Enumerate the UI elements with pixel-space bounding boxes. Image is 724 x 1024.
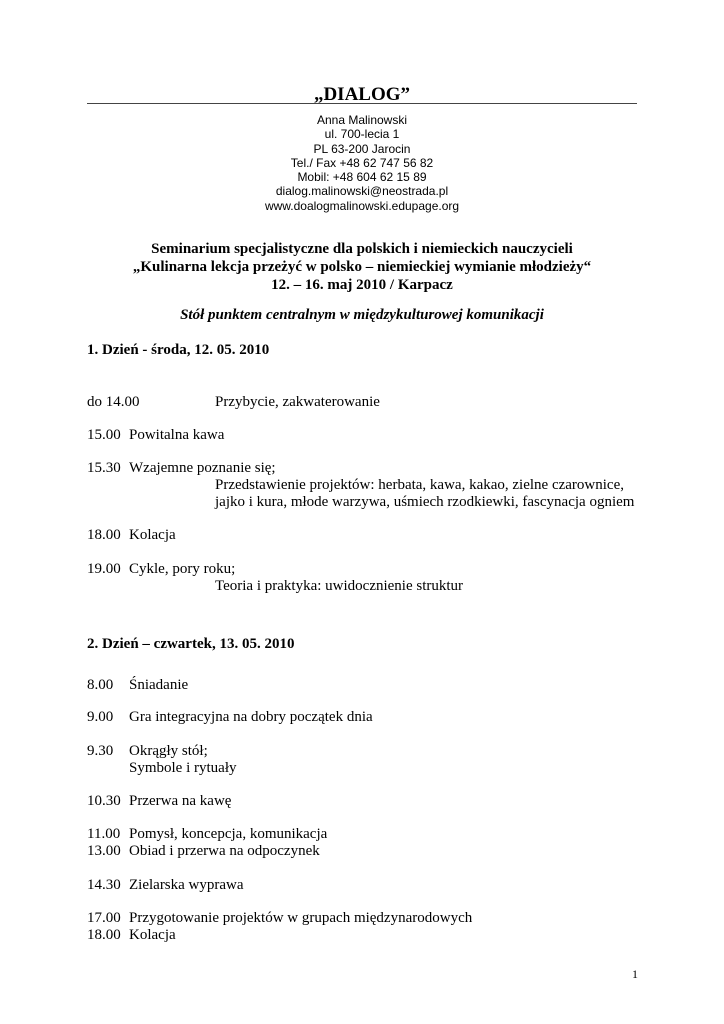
- day-2-activity: Gra integracyjna na dobry początek dnia: [129, 709, 373, 725]
- contact-phone: Tel./ Fax +48 62 747 56 82: [290, 155, 434, 170]
- contact-email: dialog.malinowski@neostrada.pl: [275, 184, 449, 199]
- page-number: 1: [632, 967, 638, 981]
- day-1-activity: Cykle, pory roku;: [129, 561, 236, 577]
- seminar-title-block: [0, 240, 724, 294]
- day-2-time: 10.30: [87, 793, 121, 809]
- contact-name: Anna Malinowski: [316, 113, 408, 127]
- day-1-activity-detail: jajko i kura, młode warzywa, uśmiech rzodkiewki, fascynacja ogniem: [215, 494, 635, 510]
- day-2-time: 8.00: [87, 677, 114, 693]
- day-2-activity: Przerwa na kawę: [129, 793, 232, 809]
- day-2-activity: Przygotowanie projektów w grupach międzynarodowych: [129, 910, 473, 926]
- day-2-activity: Kolacja: [129, 927, 176, 943]
- day-2-activity: Okrągły stół;: [129, 743, 208, 759]
- day-1-activity: Powitalna kawa: [129, 427, 225, 443]
- day-1-activity: Kolacja: [129, 527, 176, 543]
- seminar-subtitle: Stół punktem centralnym w międzykulturowej komunikacji: [180, 307, 544, 323]
- day-2-activity: Obiad i przerwa na odpoczynek: [129, 843, 320, 859]
- day-2-activity-detail: Symbole i rytuały: [129, 760, 237, 776]
- day-2-time: 17.00: [87, 910, 121, 926]
- contact-block: [0, 113, 724, 213]
- day-2-time: 9.30: [87, 743, 114, 759]
- day-2-heading: 2. Dzień – czwartek, 13. 05. 2010: [87, 636, 295, 652]
- day-2-time: 9.00: [87, 709, 114, 725]
- day-1-time: 19.00: [87, 561, 121, 577]
- seminar-line-1: Seminarium specjalistyczne dla polskich i niemieckich nauczycieli: [151, 241, 573, 257]
- day-1-heading: 1. Dzień - środa, 12. 05. 2010: [87, 342, 270, 358]
- day-2-activity: Zielarska wyprawa: [129, 877, 244, 893]
- day-1-time: 18.00: [87, 527, 121, 543]
- day-2-time: 18.00: [87, 927, 121, 943]
- day-1-activity: Wzajemne poznanie się;: [129, 460, 276, 476]
- day-1-time: do 14.00: [87, 394, 140, 410]
- contact-mobile: Mobil: +48 604 62 15 89: [297, 170, 427, 185]
- day-1-activity-detail: Teoria i praktyka: uwidocznienie struktur: [215, 578, 464, 594]
- day-2-time: 13.00: [87, 843, 121, 859]
- day-2-time: 14.30: [87, 877, 121, 893]
- day-1-time: 15.00: [87, 427, 121, 443]
- day-2-time: 11.00: [87, 826, 121, 842]
- title-divider: [87, 103, 637, 104]
- contact-website: www.doalogmalinowski.edupage.org: [264, 198, 460, 213]
- seminar-dates: 12. – 16. maj 2010 / Karpacz: [271, 277, 453, 293]
- seminar-line-2: „Kulinarna lekcja przeżyć w polsko – niemieckiej wymianie młodzieży“: [132, 259, 592, 275]
- day-1-activity-detail: Przedstawienie projektów: herbata, kawa, kakao, zielne czarownice,: [215, 477, 624, 493]
- day-2-activity: Śniadanie: [129, 677, 189, 693]
- day-1-activity: Przybycie, zakwaterowanie: [215, 394, 380, 410]
- contact-street: ul. 700-lecia 1: [324, 127, 400, 142]
- day-2-activity: Pomysł, koncepcja, komunikacja: [129, 826, 328, 842]
- day-1-time: 15.30: [87, 460, 121, 476]
- contact-city: PL 63-200 Jarocin: [313, 141, 411, 156]
- document-title: „DIALOG”: [313, 84, 411, 105]
